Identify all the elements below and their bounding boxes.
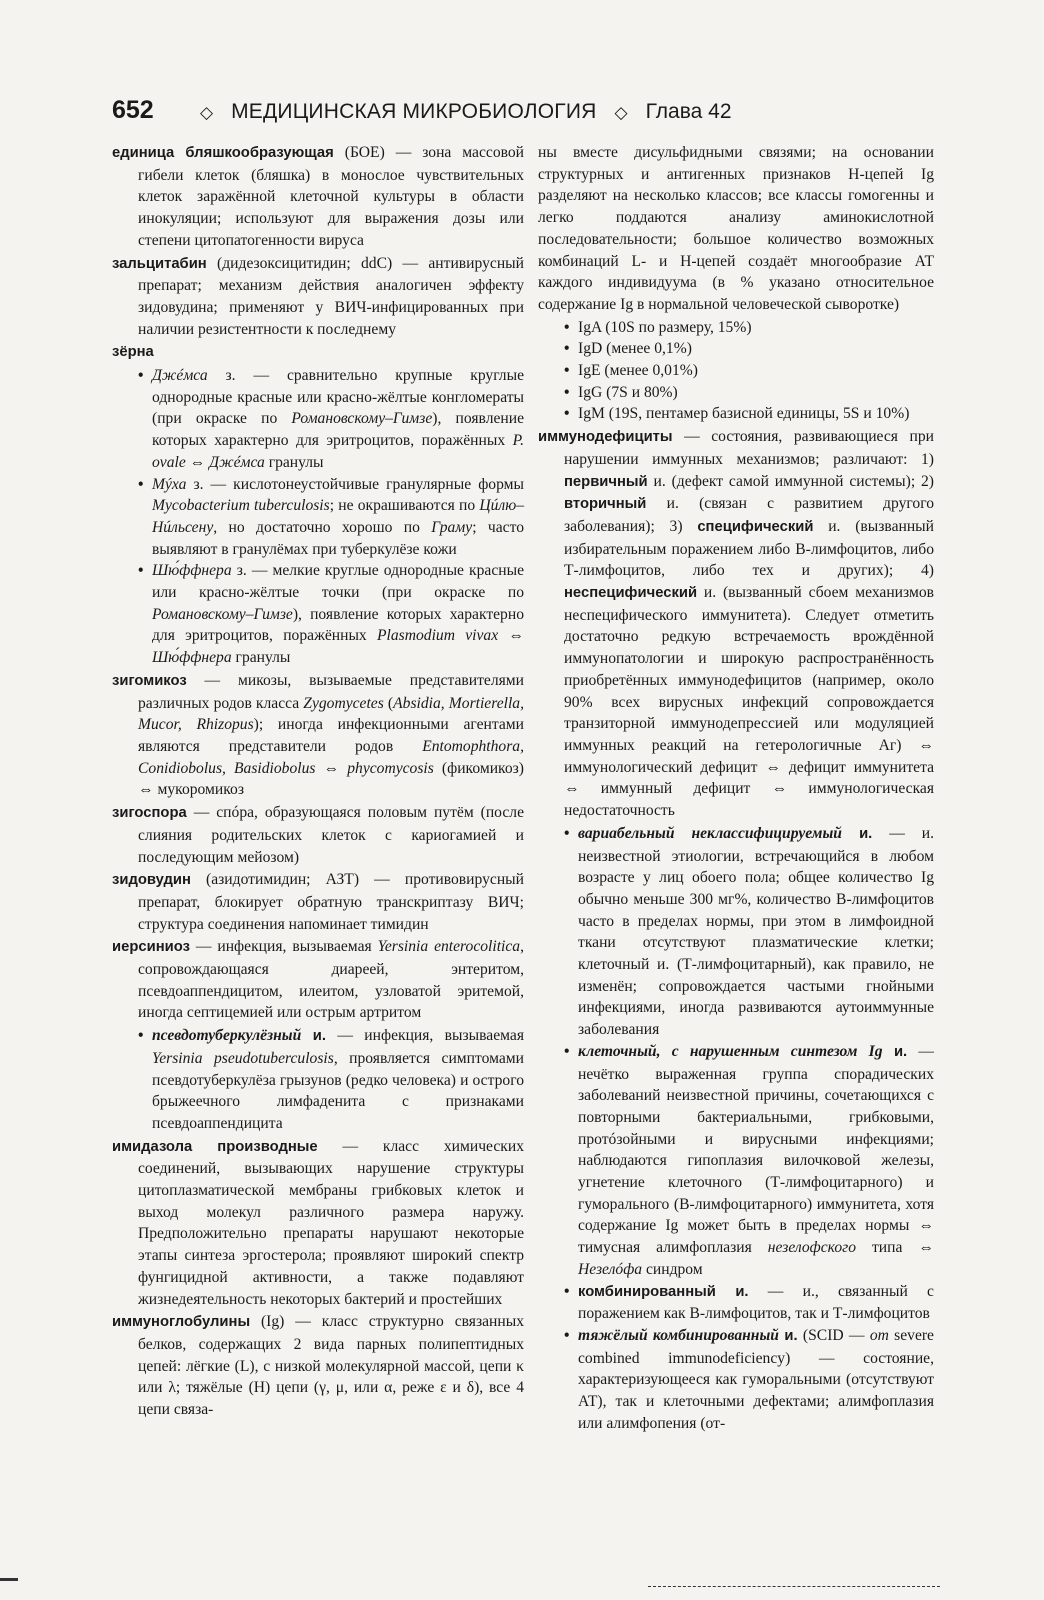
text-span: , сопровождающаяся диареей, энтеритом, псевдоаппендицитом, илеитом, узловатой эритемой, иногда септицемией или острым артритом — [138, 938, 524, 1022]
text-span: Zygomycetes — [303, 694, 384, 712]
list-item — [112, 365, 524, 474]
text-span: Absidia, Mortierella, Mucor, Rhizopus — [138, 694, 524, 734]
text-span: специфический — [697, 518, 814, 535]
list-item: • IgA (10S по размеру, 15%) — [538, 317, 934, 339]
entry-granules — [112, 341, 524, 364]
text-span: Романовскому–Гимзе — [291, 410, 433, 428]
text-span: гранулы — [231, 649, 291, 667]
list-item — [538, 823, 934, 1041]
text-span: ⇔ — [498, 627, 524, 645]
text-span: от — [869, 1326, 889, 1344]
text-span: — инфекция, вызываемая — [189, 938, 378, 956]
text-span: ; часто выявляют в гранулёмах при туберкулёзе кожи — [152, 518, 524, 558]
page-number: 652 — [112, 96, 154, 124]
list-item — [112, 474, 524, 561]
list-item — [538, 1325, 934, 1435]
text-span: ), появление которых характерно для эритроцитов, поражённых — [152, 410, 525, 450]
text-span: ⇔ — [185, 453, 210, 471]
chapter-label: Глава 42 — [645, 100, 732, 123]
entry-zalcitabine — [112, 253, 524, 341]
entry-text: (дидезоксицитидин; ddC) — антивирусный препарат; механизм действия аналогичен эффекту зидовудина; применяют у ВИЧ-инфицированных при наличии резистентности к последнему — [138, 254, 524, 338]
entry-imidazole-derivatives — [112, 1136, 524, 1311]
entry-term: иммунодефициты — [538, 429, 673, 446]
entry-text: — спóра, образующаяся половым путём (после слияния родительских клеток с кариогамией и последующим мейозом) — [138, 804, 524, 866]
footer-rule — [648, 1586, 940, 1587]
immunodeficiency-list — [538, 823, 934, 1435]
text-span: Романовскому–Гимзе — [152, 605, 293, 623]
text-span: типа ⇔ — [856, 1239, 934, 1257]
running-title: МЕДИЦИНСКАЯ МИКРОБИОЛОГИЯ — [231, 100, 597, 123]
list-item: • IgM (19S, пентамер базисной единицы, 5S и 10%) — [538, 403, 934, 425]
text-span: Граму — [431, 518, 473, 536]
text-span: и. (дефект самой иммунной системы); 2) — [647, 472, 934, 490]
subterm: Шю́ффнера — [152, 562, 232, 580]
subterm: Мýха — [152, 475, 187, 493]
text-span: — состояния, развивающиеся при нарушении иммунных механизмов; различают: 1) — [564, 428, 934, 468]
list-item: • IgE (менее 0,01%) — [538, 360, 934, 382]
entry-text: — класс химических соединений, вызывающих нарушение структуры цитоплазматической мембраны грибковых клеток и выход молекул различного размера наружу. Предположительно препараты нарушают некоторые этапы синтеза эргостерола; проявляют широкий спектр фунгицидной активности, а также подавляют жизнедеятельность некоторых бактерий и простейших — [138, 1137, 524, 1308]
text-span: Yersinia pseudotuberculosis — [152, 1049, 334, 1067]
text-span: Джéмса — [209, 453, 265, 471]
text-span: ); иногда инфекционными агентами являются представители родов — [138, 716, 524, 755]
text-span: Plasmodium vivax — [377, 627, 499, 645]
text-span: , но достаточно хорошо по — [213, 518, 432, 536]
text-span: первичный — [564, 473, 648, 490]
text-span: Mycobacterium tuberculosis — [152, 497, 330, 515]
text-span: незелофского — [767, 1239, 857, 1257]
entry-yersiniosis — [112, 936, 524, 1024]
text-span: и. — [715, 1283, 749, 1300]
left-column — [112, 142, 524, 1422]
entry-immunodeficiency — [538, 426, 934, 822]
entry-text: (БОЕ) — зона массовой гибели клеток (бляшка) в монослое чувствительных клеток заражённой клеточной культуры в области инокуляции; используют для выражения дозы или степени цитопатогенности вируса — [138, 144, 525, 249]
text-span: вторичный — [564, 496, 647, 513]
text-span: — микозы, вызываемые представителями различных родов класса — [138, 671, 524, 712]
text-span: синдром — [642, 1260, 703, 1278]
subterm: вариабельный неклассифицируемый — [578, 824, 842, 842]
list-item: • IgG (7S и 80%) — [538, 382, 934, 404]
text-span: ; не окрашиваются по — [329, 497, 480, 515]
text-span: — инфекция, вызываемая — [326, 1027, 524, 1045]
entry-zygospore — [112, 802, 524, 868]
text-span: и. (связан с развитием другого заболевания); 3) — [564, 495, 934, 535]
diamond-icon: ◇ — [614, 103, 628, 122]
text-span: — и., связанный с поражением как В-лимфоцитов, так и Т-лимфоцитов — [578, 1282, 934, 1323]
text-span: Незелóфа — [578, 1260, 643, 1278]
entry-term: зигомикоз — [112, 672, 187, 689]
text-span: Yersinia enterocolitica — [377, 938, 521, 956]
subterm: тяжёлый комбинированный — [578, 1326, 779, 1344]
text-span: и. — [882, 1043, 908, 1060]
text-span: и. — [841, 825, 873, 842]
text-span: phycomycosis — [347, 759, 434, 777]
list-item — [538, 1281, 934, 1325]
text-span: P. ovale — [152, 432, 524, 471]
entry-text: ны вместе дисульфидными связями; на основании структурных и антигенных признаков H-цепей Ig разделяют на несколько классов; все классы гомогенны и легко поддаются анализу аминокислотной последовательности; большое количество возможных комбинаций L- и H-цепей создаёт многообразие АТ каждого индивидуума (в % указано относительное содержание Ig в нормальной человеческой сыворотке) — [538, 144, 934, 313]
yersiniosis-list — [112, 1025, 524, 1135]
text-span: — и. неизвестной этиологии, встречающийся в любом возрасте у лиц обоего пола; общее количество Ig обычно меньше 300 мг%, количество В-лимфоцитов часто в пределах нормы, при этом в лимфоидной ткани отсутствуют плазматические клетки; клеточный и. (Т-лимфоцитарный), как правило, не изменён; сопровождается частыми гнойными инфекциями, иногда развиваются аутоиммунные заболевания — [578, 824, 934, 1039]
text-span: (фикомикоз) ⇔ мукоромикоз — [138, 759, 524, 799]
page-header — [112, 96, 942, 140]
entry-plaque-forming-unit — [112, 142, 524, 252]
text-span: ), появление которых характерно для эритроцитов, поражённых — [152, 605, 524, 645]
text-span: severe combined immunodeficiency) — состояние, характеризующееся как гуморальными (отсутствуют АТ), так и клеточными дефектами; алимфоплазия или алимфопения (от- — [578, 1326, 934, 1432]
scan-mark — [0, 1578, 18, 1581]
entry-zygomycosis — [112, 670, 524, 801]
entry-term: имидазола производные — [112, 1138, 318, 1155]
ig-class-list — [538, 317, 934, 426]
entry-term: зальцитабин — [112, 255, 207, 272]
diamond-icon: ◇ — [200, 103, 214, 122]
text-span: — нечётко выраженная группа спорадических заболеваний неизвестной причины, сочетающихся с повторными бактериальными, грибковыми, протóзойными и вирусными инфекциями; наблюдаются гипоплазия вилочковой железы, угнетение клеточного (Т-лимфоцитарного) и гуморального (В-лимфоцитарного) иммунитета, хотя содержание Ig может быть в пределах нормы ⇔ тимусная алимфоплазия — [578, 1042, 934, 1257]
text-span: (SCID — — [797, 1326, 870, 1344]
text-span: неспецифический — [564, 585, 698, 602]
entry-term: зидовудин — [112, 872, 191, 889]
entry-term: зигоспора — [112, 805, 187, 822]
entry-term: единица бляшкообразующая — [112, 145, 334, 161]
text-span: и. (вызванный избирательным поражением либо В-лимфоцитов, либо Т-лимфоцитов, либо тех и других); 4) — [564, 517, 935, 580]
text-span: , проявляется симптомами псевдотуберкулёза грызунов (редко человека) и острого брыжеечного лимфаденита с признаками псевдоаппендицита — [152, 1049, 525, 1132]
text-span: и. (вызванный сбоем механизмов неспецифического иммунитета). Следует отметить достаточно редкую встречаемость врождённой иммунопатологии и широкую распространённость приобретённых иммунодефицитов (например, около 90% всех вирусных инфекций сопровождается транзиторной иммунодепрессией или модуляцией иммунных реакций на гетерологичные Аг) ⇔ иммунологический дефицит ⇔ дефицит иммунитета ⇔ иммунный дефицит ⇔ иммунологическая недостаточность — [564, 584, 934, 820]
text-span: Entomophthora, Conidiobolus, Basidiobolus — [138, 737, 524, 777]
list-item — [112, 560, 524, 669]
text-span: и. — [778, 1327, 798, 1344]
text-span: гранулы — [264, 453, 324, 471]
granules-list — [112, 365, 524, 669]
list-item — [112, 1025, 524, 1135]
list-item: • IgD (менее 0,1%) — [538, 338, 934, 360]
list-item — [538, 1041, 934, 1281]
entry-text: (азидотимидин; АЗТ) — противовирусный препарат, блокирует обратную транскриптазу ВИЧ; структура соединения напоминает тимидин — [138, 871, 524, 933]
text-span: з. — сравнительно крупные круглые однородные красные или красно-жёлтые конгломераты (при окраске по — [152, 367, 524, 428]
entry-term: иммуноглобулины — [112, 1314, 251, 1331]
text-span: ( — [383, 694, 394, 712]
entry-zidovudine — [112, 869, 524, 935]
text-span: Шю́ффнера — [152, 649, 232, 667]
text-span: и. — [301, 1028, 327, 1045]
entry-immunoglobulins — [112, 1311, 524, 1421]
entry-term: зёрна — [112, 344, 154, 361]
text-span: Цúлю–Нúльсену — [152, 497, 524, 536]
text-span: з. — кислотонеустойчивые гранулярные формы — [186, 475, 524, 493]
entry-term: иерсиниоз — [112, 939, 190, 956]
entry-continuation — [538, 142, 934, 316]
subterm: псевдотуберкулёзный — [152, 1027, 302, 1045]
subterm: комбинированный — [578, 1283, 716, 1300]
entry-text: (Ig) — класс структурно связанных белков, содержащих 2 вида парных полипептидных цепей: лёгкие (L), с низкой молекулярной массой, цепи κ или λ; тяжёлые (H) цепи (γ, μ, или α, реже ε и δ), все 4 цепи связа- — [138, 1313, 524, 1419]
text-span: ⇔ — [315, 759, 348, 777]
subterm: Джéмса — [152, 367, 208, 385]
subterm: клеточный, с нарушенным синтезом Ig — [578, 1042, 883, 1060]
text-span: з. — мелкие круглые однородные красные или красно-жёлтые точки (при окраске по — [152, 562, 524, 602]
right-column — [538, 142, 934, 1435]
